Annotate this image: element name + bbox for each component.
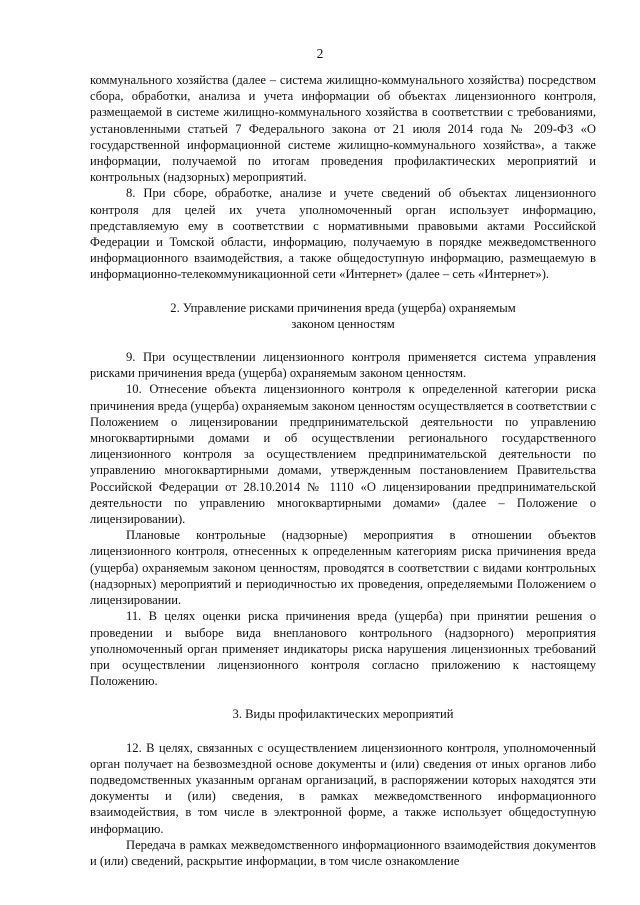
paragraph-10-continued: Плановые контрольные (надзорные) мероприятия в отношении объектов лицензионного контроля, отнесенных к определенным категориям риска причинения вреда (ущерба) охраняемым законом ценностям, проводятся в соответствии с видами контрольных (надзорных) мероприятий и периодичностью их проведения, определяемыми Положением о лицензировании. bbox=[90, 528, 596, 608]
paragraph-12-continued: Передача в рамках межведомственного информационного взаимодействия документов и (или) сведений, раскрытие информации, в том числе ознакомление bbox=[90, 837, 596, 868]
page-number: 2 bbox=[316, 46, 324, 61]
document-body bbox=[90, 72, 596, 869]
section-2-heading-line-1: 2. Управление рисками причинения вреда (ущерба) охраняемым bbox=[170, 300, 516, 315]
section-3-heading: 3. Виды профилактических мероприятий bbox=[232, 707, 454, 722]
paragraph-12: 12. В целях, связанных с осуществлением лицензионного контроля, уполномоченный орган получает на безвозмездной основе документы и (или) сведения от иных органов либо подведомственных указанным органам организаций, в распоряжении которых находятся эти документы и (или) сведения, в рамках межведомственного информационного взаимодействия, в том числе в электронной форме, а также использует общедоступную информацию. bbox=[90, 740, 596, 836]
paragraph-9: 9. При осуществлении лицензионного контроля применяется система управления рисками причинения вреда (ущерба) охраняемым законом ценностям. bbox=[90, 350, 596, 381]
paragraph-11: 11. В целях оценки риска причинения вреда (ущерба) при принятии решения о проведении и выборе вида внепланового контрольного (надзорного) мероприятия уполномоченный орган применяет индикаторы риска нарушения лицензионных требований при осуществлении лицензионного контроля согласно приложению к настоящему Положению. bbox=[90, 609, 596, 689]
paragraph-8: 8. При сборе, обработке, анализе и учете сведений об объектах лицензионного контроля для целей их учета уполномоченный орган использует информацию, представляемую ему в соответствии с нормативными правовыми актами Российской Федерации и Томской области, информацию, получаемую в порядке межведомственного информационного взаимодействия, а также общедоступную информацию, размещаемую в информационно-телекоммуникационной сети «Интернет» (далее – сеть «Интернет»). bbox=[90, 186, 596, 282]
paragraph-continuation: коммунального хозяйства (далее – система жилищно-коммунального хозяйства) посредством сбора, обработки, анализа и учета информации об объектах лицензионного контроля, размещаемой в системе жилищно-коммунального хозяйства в соответствии с требованиями, установленными статьей 7 Федерального закона от 21 июля 2014 года № 209-ФЗ «О государственной информационной системе жилищно-коммунального хозяйства», а также информации, получаемой по итогам проведения профилактических мероприятий и контрольных (надзорных) мероприятий. bbox=[90, 73, 596, 185]
paragraph-10: 10. Отнесение объекта лицензионного контроля к определенной категории риска причинения вреда (ущерба) охраняемым законом ценностям осуществляется в соответствии с Положением о лицензировании предпринимательской деятельности по управлению многоквартирными домами и об осуществлении регионального государственного лицензионного контроля за осуществлением предпринимательской деятельности по управлению многоквартирными домами, утвержденным постановлением Правительства Российской Федерации от 28.10.2014 № 1110 «О лицензировании предпринимательской деятельности по управлению многоквартирными домами» (далее – Положение о лицензировании). bbox=[90, 382, 596, 527]
section-2-heading-line-2: законом ценностям bbox=[291, 316, 395, 331]
